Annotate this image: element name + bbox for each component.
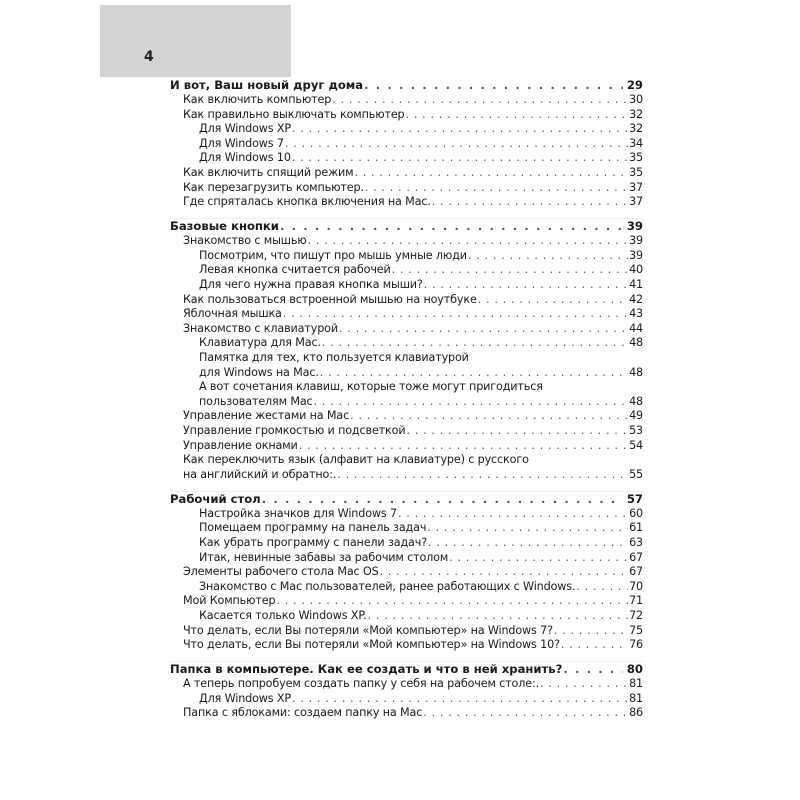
entry-page-number: 32	[629, 122, 643, 136]
toc-entry[interactable]	[170, 137, 643, 152]
entry-page-number: 71	[629, 594, 643, 608]
entry-page-number: 63	[629, 536, 643, 550]
dot-leader	[406, 424, 628, 439]
entry-title: А теперь попробуем создать папку у себя на рабочем столе:.	[183, 677, 539, 691]
dot-leader	[423, 706, 628, 721]
dot-leader	[365, 181, 628, 196]
entry-title: Папка с яблоками: создаем папку на Mac	[183, 706, 423, 720]
chapter-page-number: 80	[626, 662, 643, 677]
dot-leader	[339, 322, 628, 337]
toc-section	[170, 78, 643, 210]
entry-title: Управление жестами на Mac	[183, 409, 350, 423]
entry-page-number: 76	[629, 638, 643, 652]
dot-leader	[292, 151, 628, 166]
dot-leader	[364, 78, 623, 93]
entry-page-number: 48	[629, 336, 643, 350]
entry-page-number: 48	[629, 365, 643, 379]
entry-title: Касается только Windows XP.	[199, 609, 367, 622]
entry-title: Для чего нужна правая кнопка мыши?	[199, 278, 423, 292]
dot-leader	[276, 594, 628, 609]
entry-title: Как убрать программу с панели задач?	[199, 536, 428, 550]
toc-entry[interactable]	[170, 307, 643, 322]
entry-page-number: 53	[629, 423, 643, 437]
toc-entry[interactable]	[170, 638, 643, 653]
toc-entry[interactable]	[170, 322, 643, 337]
toc-entry[interactable]	[170, 93, 643, 108]
entry-page-number: 49	[629, 409, 643, 423]
toc-entry[interactable]	[170, 249, 643, 264]
entry-title: Знакомство с мышью	[183, 234, 307, 248]
entry-page-number: 39	[629, 234, 643, 248]
entry-page-number: 35	[629, 165, 643, 179]
dot-leader	[283, 307, 628, 322]
entry-page-number: 60	[629, 506, 643, 520]
entry-title: Как правильно выключать компьютер	[183, 107, 405, 121]
dot-leader	[314, 395, 629, 410]
entry-title: Итак, невинные забавы за рабочим столом	[199, 550, 449, 564]
entry-page-number: 72	[629, 609, 643, 622]
entry-title: А вот сочетания клавиш, которые тоже могут пригодиться	[199, 380, 543, 394]
dot-leader	[285, 137, 628, 152]
entry-title: Для Windows XP	[199, 122, 291, 136]
chapter-page-number: 39	[626, 219, 643, 234]
toc-entry[interactable]	[170, 195, 643, 210]
chapter-title: Папка в компьютере. Как ее создать и что в ней хранить?	[170, 662, 563, 677]
toc-entry[interactable]	[170, 336, 643, 351]
toc-entry[interactable]	[170, 468, 643, 483]
entry-title: Управление окнами	[183, 438, 298, 452]
entry-page-number: 41	[629, 278, 643, 292]
dot-leader	[368, 609, 628, 624]
chapter-title: И вот, Ваш новый друг дома	[170, 78, 364, 92]
toc-entry[interactable]	[170, 424, 643, 439]
dot-leader	[540, 677, 628, 692]
entry-title: Памятка для тех, кто пользуется клавиатурой	[199, 351, 469, 364]
toc-entry-line[interactable]	[170, 453, 643, 468]
entry-page-number: 37	[629, 195, 643, 209]
dot-leader	[424, 278, 628, 293]
toc-entry[interactable]	[170, 409, 643, 424]
toc-entry[interactable]	[170, 263, 643, 278]
entry-title: Знакомство с Mac пользователей, ранее работающих с Windows.	[199, 579, 576, 593]
toc-entry[interactable]	[170, 439, 643, 454]
entry-title: Управление громкостью и подсветкой	[183, 423, 406, 437]
dot-leader	[337, 468, 628, 483]
toc-entry[interactable]	[170, 536, 643, 551]
entry-title: Как включить компьютер	[183, 93, 332, 106]
dot-leader	[398, 507, 628, 522]
entry-page-number: 39	[629, 248, 643, 262]
toc-entry[interactable]	[170, 108, 643, 123]
entry-title-continued: для Windows на Mac.	[199, 365, 319, 379]
entry-page-number: 35	[629, 151, 643, 165]
toc-entry[interactable]	[170, 609, 643, 624]
dot-leader	[299, 439, 628, 454]
entry-title: Что делать, если Вы потеряли «Мой компьютер» на Windows 10?	[183, 638, 560, 652]
entry-page-number: 75	[629, 623, 643, 637]
dot-leader	[432, 195, 628, 210]
dot-leader	[262, 492, 623, 507]
entry-title-continued: пользователям Mac	[199, 394, 313, 408]
toc-entry[interactable]	[170, 151, 643, 166]
entry-title: Для Windows XP	[199, 691, 291, 705]
dot-leader	[332, 93, 628, 108]
toc-entry[interactable]	[170, 624, 643, 639]
entry-title: Где спряталась кнопка включения на Mac.	[183, 195, 431, 209]
toc-chapter-heading[interactable]	[170, 492, 643, 507]
dot-leader	[563, 662, 623, 677]
entry-page-number: 67	[629, 565, 643, 579]
entry-title-continued: на английский и обратно:.	[183, 467, 337, 481]
entry-title: Как переключить язык (алфавит на клавиатуре) с русского	[183, 453, 529, 467]
dot-leader	[554, 624, 628, 639]
entry-title: Для Windows 10	[199, 151, 291, 165]
dot-leader	[280, 219, 623, 234]
toc-entry[interactable]	[170, 594, 643, 609]
toc-chapter-heading[interactable]	[170, 662, 643, 677]
entry-title: Яблочная мышка	[183, 307, 282, 321]
entry-page-number: 48	[629, 394, 643, 408]
entry-title: Левая кнопка считается рабочей	[199, 263, 391, 277]
toc-entry[interactable]	[170, 565, 643, 580]
page-header-block	[100, 5, 291, 77]
dot-leader	[406, 108, 629, 123]
entry-page-number: 61	[629, 521, 643, 535]
entry-page-number: 55	[629, 467, 643, 481]
toc-entry[interactable]	[170, 166, 643, 181]
entry-page-number: 67	[629, 550, 643, 564]
toc-entry[interactable]	[170, 395, 643, 410]
entry-title: Клавиатура для Mac.	[199, 336, 321, 350]
dot-leader	[427, 521, 628, 536]
entry-title: Что делать, если Вы потеряли «Мой компьютер» на Windows 7?	[183, 623, 553, 637]
entry-page-number: 81	[629, 691, 643, 705]
toc-entry[interactable]	[170, 706, 643, 721]
toc-entry[interactable]	[170, 234, 643, 249]
dot-leader	[308, 234, 628, 249]
entry-page-number: 86	[629, 706, 643, 720]
toc-entry[interactable]	[170, 293, 643, 308]
entry-title: Для Windows 7	[199, 136, 284, 150]
dot-leader	[428, 536, 628, 551]
dot-leader	[320, 366, 628, 381]
toc-entry[interactable]	[170, 122, 643, 137]
toc-entry[interactable]	[170, 521, 643, 536]
entry-title: Помещаем программу на панель задач	[199, 521, 427, 535]
chapter-title: Рабочий стол	[170, 491, 261, 506]
entry-page-number: 81	[629, 677, 643, 691]
page-number: 4	[144, 49, 154, 65]
toc-entry[interactable]	[170, 366, 643, 381]
toc-chapter-heading[interactable]	[170, 78, 643, 93]
toc-entry-line[interactable]	[170, 380, 643, 395]
dot-leader	[478, 293, 628, 308]
toc-entry[interactable]	[170, 551, 643, 566]
dot-leader	[561, 638, 628, 653]
entry-title: Элементы рабочего стола Mac OS	[183, 565, 379, 579]
entry-title: Посмотрим, что пишут про мышь умные люди	[199, 248, 467, 262]
toc-entry[interactable]	[170, 692, 643, 707]
toc-entry[interactable]	[170, 580, 643, 595]
entry-page-number: 43	[629, 307, 643, 321]
toc-chapter-heading[interactable]	[170, 219, 643, 234]
chapter-title: Базовые кнопки	[170, 219, 279, 234]
entry-page-number: 42	[629, 292, 643, 306]
toc-section	[170, 491, 643, 653]
entry-page-number: 40	[629, 263, 643, 277]
chapter-page-number: 57	[626, 491, 643, 506]
toc-entry[interactable]	[170, 181, 643, 196]
entry-page-number: 32	[629, 107, 643, 121]
entry-title: Как включить спящий режим	[183, 165, 354, 179]
table-of-contents	[170, 78, 643, 721]
dot-leader	[576, 580, 628, 595]
dot-leader	[392, 263, 628, 278]
toc-entry[interactable]	[170, 677, 643, 692]
dot-leader	[292, 692, 628, 707]
dot-leader	[322, 336, 628, 351]
toc-entry-line[interactable]	[170, 351, 643, 366]
entry-title: Знакомство с клавиатурой	[183, 321, 338, 335]
entry-page-number: 70	[629, 579, 643, 593]
dot-leader	[354, 166, 628, 181]
entry-title: Настройка значков для Windows 7	[199, 506, 397, 520]
chapter-page-number: 29	[626, 78, 643, 92]
dot-leader	[468, 249, 628, 264]
entry-title: Как пользоваться встроенной мышью на ноутбуке	[183, 292, 477, 306]
dot-leader	[350, 409, 628, 424]
entry-page-number: 54	[629, 438, 643, 452]
toc-section	[170, 661, 643, 721]
dot-leader	[292, 122, 628, 137]
dot-leader	[380, 565, 629, 580]
entry-title: Мой Компьютер	[183, 594, 276, 608]
toc-entry[interactable]	[170, 278, 643, 293]
dot-leader	[449, 551, 628, 566]
entry-page-number: 34	[629, 136, 643, 150]
toc-section	[170, 218, 643, 482]
entry-title: Как перезагрузить компьютер.	[183, 180, 364, 194]
entry-page-number: 44	[629, 321, 643, 335]
toc-entry[interactable]	[170, 507, 643, 522]
entry-page-number: 30	[629, 93, 643, 106]
entry-page-number: 37	[629, 180, 643, 194]
